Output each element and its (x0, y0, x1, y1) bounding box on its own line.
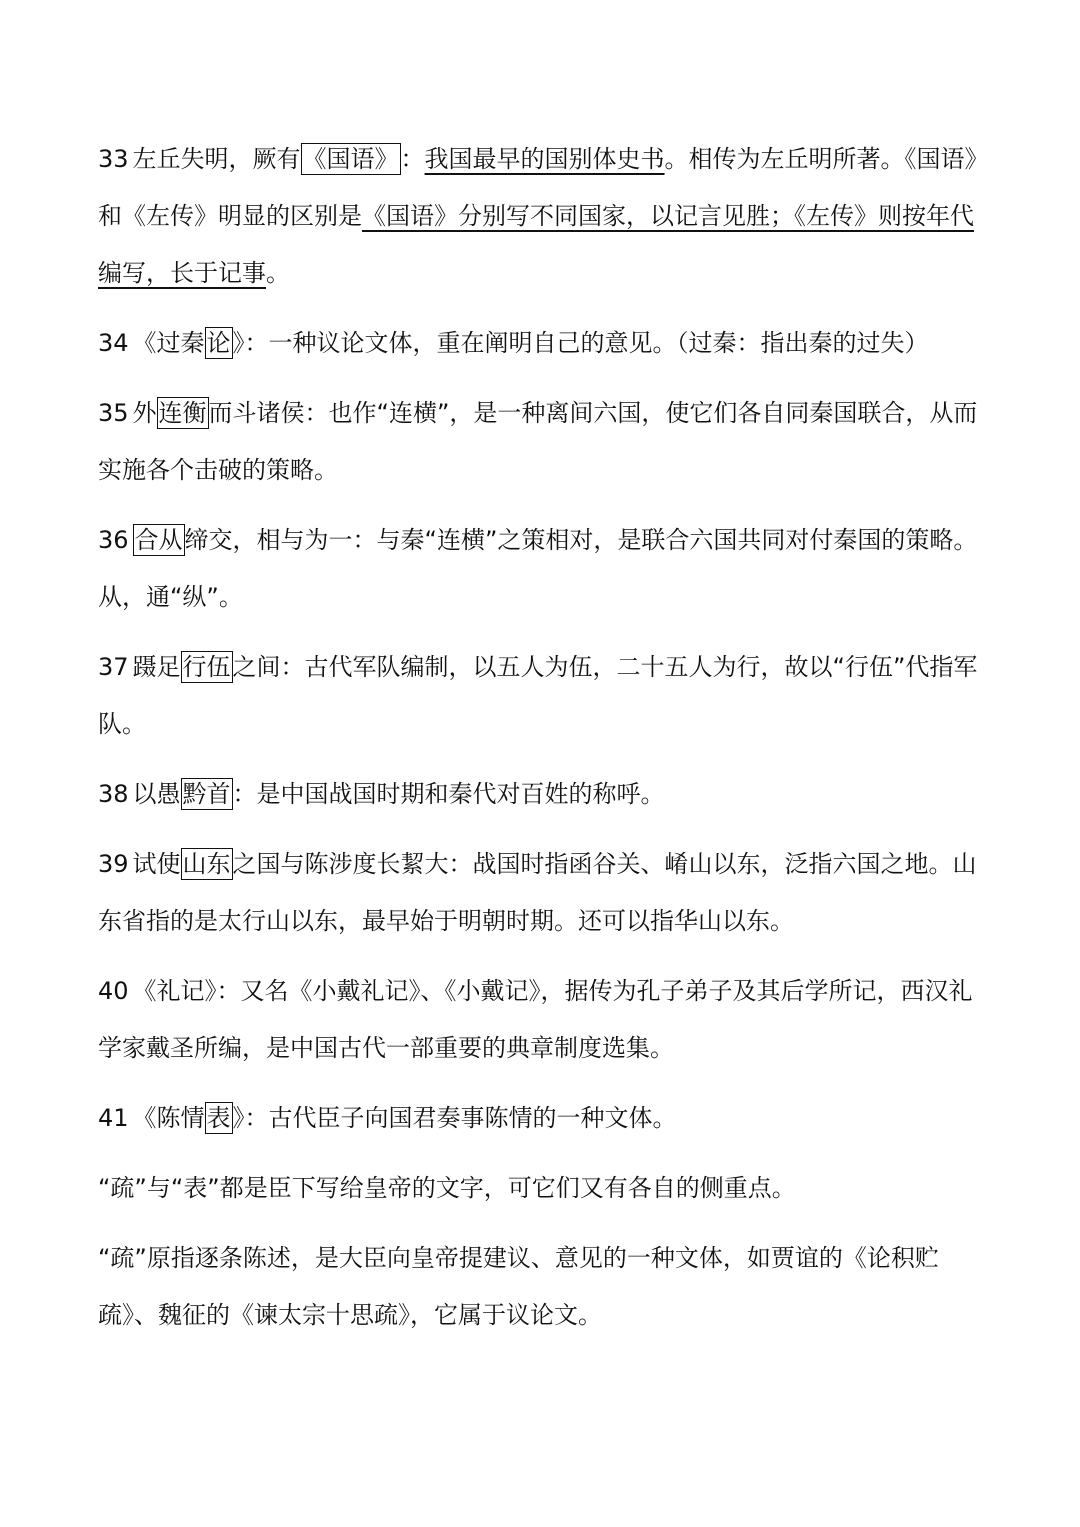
entry-text: 》：古代臣子向国君奏事陈情的一种文体。 (232, 1104, 677, 1132)
entry-number: 38 (98, 780, 129, 808)
entry-text: 缔交，相与为一：与秦“连横”之策相对，是联合六国共同对付秦国的策略。从，通“纵”。 (98, 526, 978, 611)
boxed-term: 山东 (182, 850, 231, 878)
entry-text: 蹑足 (132, 653, 181, 681)
entry-text: 外 (132, 399, 157, 427)
entry-number: 36 (98, 526, 129, 554)
entry-text: 。相传为左丘明所著。《国语》和《左传》明显的区别是 (98, 145, 977, 230)
entry-text: 以愚 (132, 780, 181, 808)
entry-text: ： (400, 145, 425, 173)
entry-34 (98, 315, 988, 372)
entry-text: 。 (266, 259, 290, 287)
boxed-term: 论 (206, 329, 231, 357)
entry-text: 《陈情 (132, 1104, 205, 1132)
entry-number: 37 (98, 653, 129, 681)
paragraph-shu-definition: “疏”原指逐条陈述，是大臣向皇帝提建议、意见的一种文体，如贾谊的《论积贮疏》、魏征的《谏太宗十思疏》，它属于议论文。 (98, 1244, 939, 1329)
underlined-text: 《国语》分别写不同国家，以记言见胜；《左传》则按年代编写，长于记事 (98, 202, 974, 287)
entry-text: 试使 (132, 850, 181, 878)
entry-33 (98, 131, 988, 302)
entry-36 (98, 512, 988, 626)
boxed-term: 合从 (134, 526, 183, 554)
entry-text: 》：一种议论文体，重在阐明自己的意见。（过秦：指出秦的过失） (232, 329, 929, 357)
underlined-text: 我国最早的国别体史书 (424, 145, 665, 173)
entry-number: 41 (98, 1104, 129, 1132)
entry-text: 而斗诸侯：也作“连横”，是一种离间六国，使它们各自同秦国联合，从而实施各个击破的策略。 (98, 399, 978, 484)
entry-text: 《过秦 (132, 329, 205, 357)
entry-text: 《礼记》：又名《小戴礼记》、《小戴记》，据传为孔子弟子及其后学所记，西汉礼学家戴圣所编，是中国古代一部重要的典章制度选集。 (98, 977, 973, 1062)
entry-text: ：是中国战国时期和秦代对百姓的称呼。 (232, 780, 665, 808)
entry-text: 之间：古代军队编制，以五人为伍，二十五人为行，故以“行伍”代指军队。 (98, 653, 978, 738)
entry-text: 左丘失明，厥有 (132, 145, 301, 173)
boxed-term: 表 (206, 1104, 231, 1132)
entry-number: 40 (98, 977, 129, 1005)
entry-number: 39 (98, 850, 129, 878)
boxed-term: 连衡 (158, 399, 207, 427)
boxed-term: 行伍 (182, 653, 231, 681)
boxed-term: 黔首 (182, 780, 231, 808)
paragraph-shu-biao: “疏”与“表”都是臣下写给皇帝的文字，可它们又有各自的侧重点。 (98, 1174, 796, 1202)
entry-number: 34 (98, 329, 129, 357)
entry-35 (98, 385, 988, 499)
entry-40 (98, 963, 988, 1077)
entry-text: 之国与陈涉度长絜大：战国时指函谷关、崤山以东，泛指六国之地。山东省指的是太行山以东，最早始于明朝时期。还可以指华山以东。 (98, 850, 977, 935)
entry-41 (98, 1090, 988, 1147)
entry-38 (98, 766, 988, 823)
entry-39 (98, 836, 988, 950)
document-body (98, 131, 988, 1357)
entry-number: 35 (98, 399, 129, 427)
entry-number: 33 (98, 145, 129, 173)
entry-37 (98, 639, 988, 753)
boxed-term: 《国语》 (302, 145, 399, 173)
